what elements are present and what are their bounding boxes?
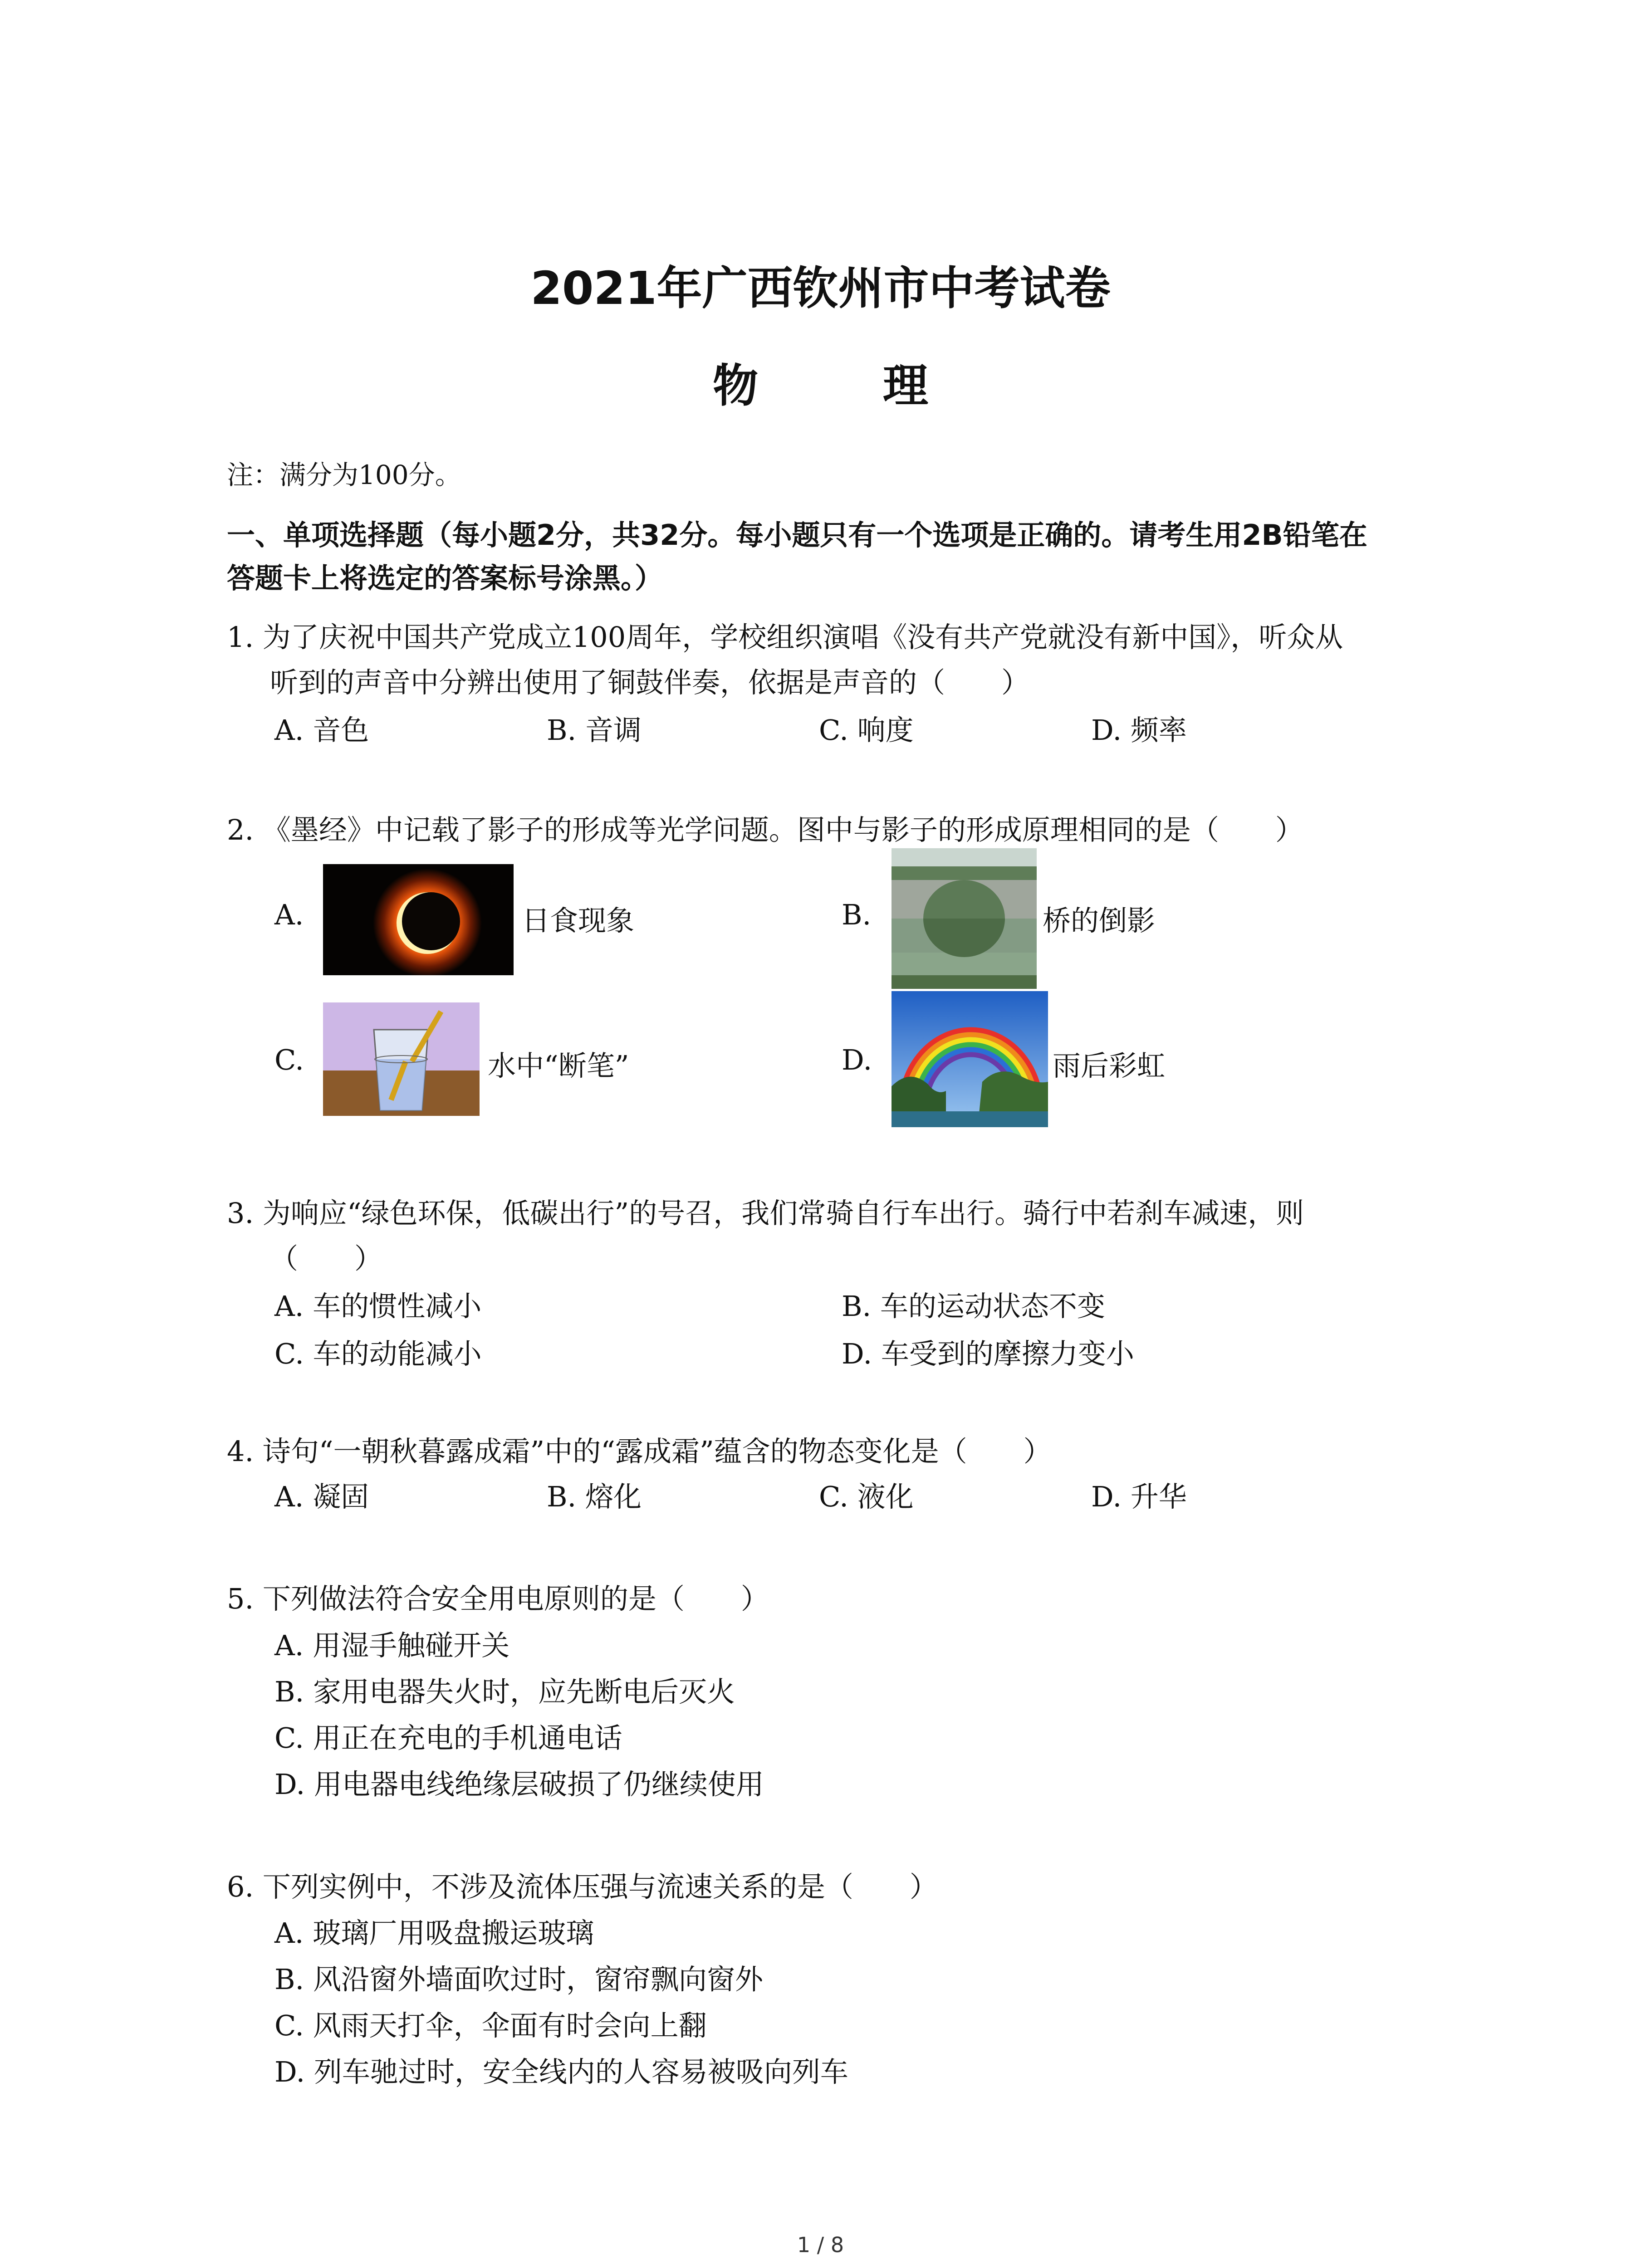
question-3-option-d: D. 车受到的摩擦力变小 <box>842 1337 1134 1370</box>
question-2-option-a-letter: A. <box>274 898 304 931</box>
score-note: 注：满分为100分。 <box>227 459 461 490</box>
question-5-option-b: B. 家用电器失火时，应先断电后灭火 <box>274 1675 735 1708</box>
exam-title: 2021年广西钦州市中考试卷 <box>530 262 1111 315</box>
question-1-line1: 1. 为了庆祝中国共产党成立100周年，学校组织演唱《没有共产党就没有新中国》，听众从 <box>227 621 1343 654</box>
question-3-option-b: B. 车的运动状态不变 <box>842 1290 1105 1323</box>
subject-title: 物 理 <box>713 359 983 412</box>
question-2-option-d-letter: D. <box>842 1043 872 1076</box>
question-6-option-b: B. 风沿窗外墙面吹过时，窗帘飘向窗外 <box>274 1963 763 1996</box>
question-6-option-d: D. 列车驰过时，安全线内的人容易被吸向列车 <box>274 2055 848 2088</box>
question-2-option-a-caption: 日食现象 <box>522 904 635 937</box>
question-2-option-c-caption: 水中“断笔” <box>488 1049 629 1082</box>
question-3-option-a: A. 车的惯性减小 <box>274 1290 482 1323</box>
question-2-line1: 2. 《墨经》中记载了影子的形成等光学问题。图中与影子的形成原理相同的是（ ） <box>227 813 1303 846</box>
question-4-option-a: A. 凝固 <box>274 1480 369 1513</box>
page-number: 1 / 8 <box>797 2233 844 2257</box>
question-2-option-d-caption: 雨后彩虹 <box>1053 1049 1166 1082</box>
question-4-option-b: B. 熔化 <box>547 1480 642 1513</box>
question-1-option-b: B. 音调 <box>547 714 642 747</box>
question-4-option-c: C. 液化 <box>819 1480 914 1513</box>
question-1-option-c: C. 响度 <box>819 714 914 747</box>
section-heading-line1: 一、单项选择题（每小题2分，共32分。每小题只有一个选项是正确的。请考生用2B铅笔在 <box>227 518 1367 552</box>
question-6-option-a: A. 玻璃厂用吸盘搬运玻璃 <box>274 1916 594 1950</box>
question-4-option-d: D. 升华 <box>1091 1480 1187 1513</box>
rainbow-image <box>892 991 1048 1127</box>
question-6-option-c: C. 风雨天打伞，伞面有时会向上翻 <box>274 2009 707 2042</box>
bridge-reflection-image <box>892 848 1037 989</box>
question-2-option-b-caption: 桥的倒影 <box>1043 904 1156 937</box>
solar-eclipse-image <box>323 864 514 975</box>
broken-pen-image <box>323 1002 480 1116</box>
question-3-line2: （ ） <box>270 1242 383 1275</box>
question-1-option-d: D. 频率 <box>1091 714 1187 747</box>
question-1-line2: 听到的声音中分辨出使用了铜鼓伴奏，依据是声音的（ ） <box>270 666 1030 699</box>
question-5-option-a: A. 用湿手触碰开关 <box>274 1629 510 1662</box>
question-2-option-c-letter: C. <box>274 1043 304 1076</box>
question-1-option-a: A. 音色 <box>274 714 369 747</box>
question-5-option-c: C. 用正在充电的手机通电话 <box>274 1721 622 1755</box>
question-5-line1: 5. 下列做法符合安全用电原则的是（ ） <box>227 1582 769 1615</box>
section-heading-line2: 答题卡上将选定的答案标号涂黑。） <box>227 562 663 595</box>
question-6-line1: 6. 下列实例中，不涉及流体压强与流速关系的是（ ） <box>227 1870 938 1903</box>
question-5-option-d: D. 用电器电线绝缘层破损了仍继续使用 <box>274 1768 764 1801</box>
question-4-line1: 4. 诗句“一朝秋暮露成霜”中的“露成霜”蕴含的物态变化是（ ） <box>227 1435 1052 1468</box>
question-3-line1: 3. 为响应“绿色环保，低碳出行”的号召，我们常骑自行车出行。骑行中若刹车减速，则 <box>227 1197 1304 1230</box>
question-2-option-b-letter: B. <box>842 898 872 931</box>
question-3-option-c: C. 车的动能减小 <box>274 1337 482 1370</box>
